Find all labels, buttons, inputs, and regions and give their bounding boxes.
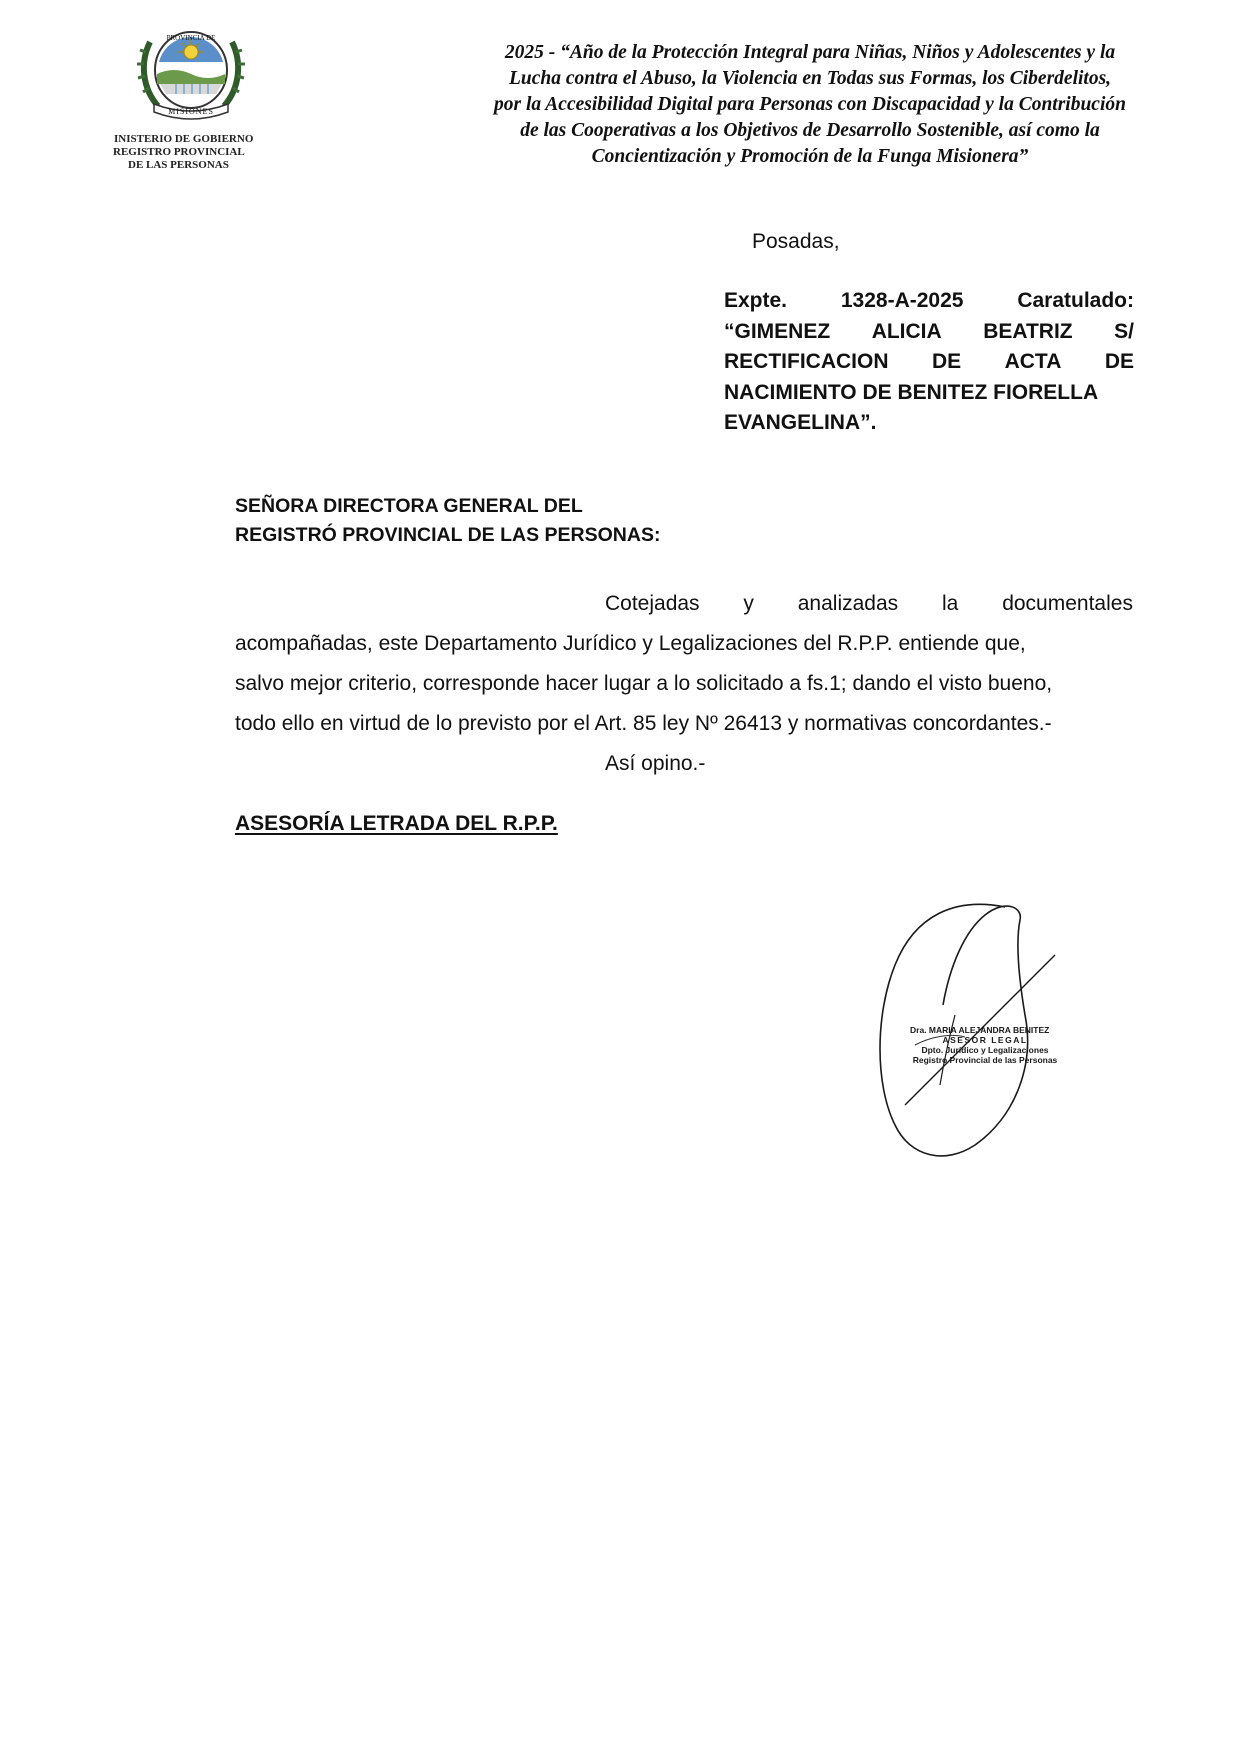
case-line: EVANGELINA”. xyxy=(724,411,877,434)
stamp-role: ASESOR LEGAL xyxy=(942,1035,1028,1045)
addressee xyxy=(235,492,660,550)
place-date: Posadas, xyxy=(752,230,840,253)
motto-line: por la Accesibilidad Digital para Personas con Discapacidad y la Contribución xyxy=(494,94,1126,115)
provincial-crest xyxy=(136,22,246,120)
addressee-line: SEÑORA DIRECTORA GENERAL DEL xyxy=(235,495,583,517)
case-line: Expte. 1328-A-2025 Caratulado: xyxy=(724,289,1134,312)
case-line: NACIMIENTO DE BENITEZ FIORELLA xyxy=(724,380,1099,404)
svg-text:MISIONES: MISIONES xyxy=(168,107,214,116)
motto-line: Lucha contra el Abuso, la Violencia en Todas sus Formas, los Ciberdelitos, xyxy=(508,68,1112,89)
official-year-motto xyxy=(440,40,1180,170)
case-line: “GIMENEZ ALICIA BEATRIZ S/ xyxy=(724,319,1134,343)
ministry-header xyxy=(110,133,290,172)
opinion-body xyxy=(235,584,1133,784)
stamp-name: Dra. MARIA ALEJANDRA BENITEZ xyxy=(910,1025,1050,1035)
stamp-office: Registro Provincial de las Personas xyxy=(912,1055,1058,1065)
body-line: salvo mejor criterio, corresponde hacer lugar a lo solicitado a fs.1; dando el visto bueno, xyxy=(235,672,1053,695)
signature-office-title: ASESORÍA LETRADA DEL R.P.P. xyxy=(235,812,558,835)
addressee-line: REGISTRÓ PROVINCIAL DE LAS PERSONAS: xyxy=(235,524,661,546)
ministry-line: DE LAS PERSONAS xyxy=(128,159,229,171)
motto-line: de las Cooperativas a los Objetivos de Desarrollo Sostenible, así como la xyxy=(520,120,1100,141)
ministry-line: REGISTRO PROVINCIAL xyxy=(113,146,245,158)
body-line: acompañadas, este Departamento Jurídico y Legalizaciones del R.P.P. entiende que, xyxy=(235,632,1026,655)
ministry-line: INISTERIO DE GOBIERNO xyxy=(114,133,254,145)
motto-line: Concientización y Promoción de la Funga Misionera” xyxy=(591,146,1029,167)
svg-text:PROVINCIA DE: PROVINCIA DE xyxy=(166,34,216,42)
body-line: todo ello en virtud de lo previsto por el Art. 85 ley Nº 26413 y normativas concordantes.- xyxy=(235,712,1052,735)
case-line: RECTIFICACION DE ACTA DE xyxy=(724,350,1134,373)
case-reference xyxy=(724,286,1134,439)
body-line: Cotejadas y analizadas la documentales xyxy=(605,592,1133,615)
signature-stamp xyxy=(910,1025,1060,1065)
motto-line: 2025 - “Año de la Protección Integral para Niñas, Niños y Adolescentes y la xyxy=(504,42,1116,63)
closing-phrase: Así opino.- xyxy=(605,752,706,775)
stamp-dept: Dpto. Jurídico y Legalizaciones xyxy=(921,1045,1049,1055)
